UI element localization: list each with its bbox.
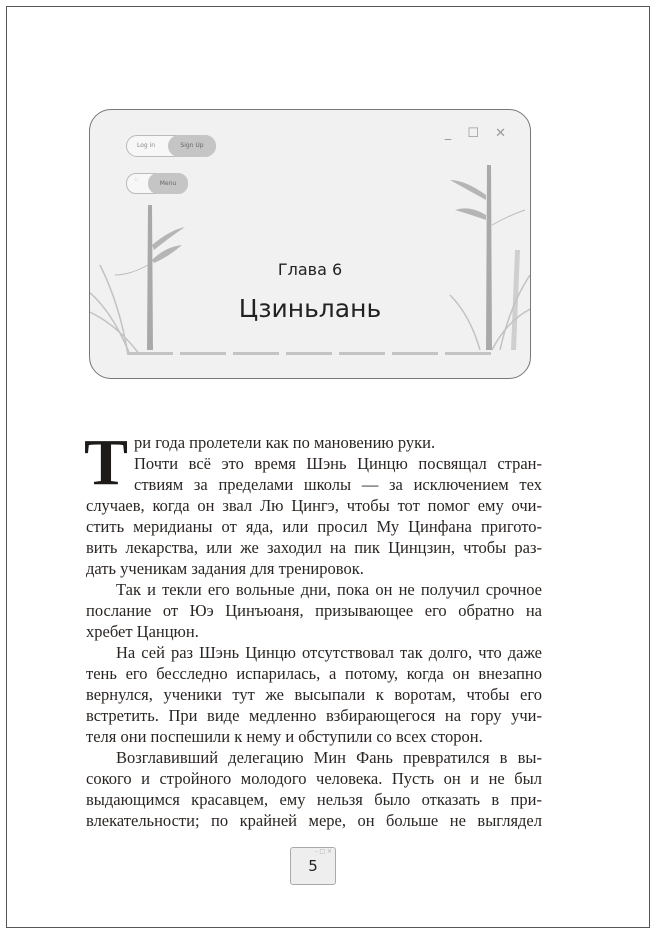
- text-line: влекательности; по крайней мере, он больше не выглядел: [86, 811, 542, 830]
- text-line: вернулся, ученики тут же высыпали к воротам, чтобы его: [86, 685, 542, 704]
- text-line: хребет Цанцюн.: [86, 622, 199, 641]
- window-controls[interactable]: _ ☐ ✕: [444, 126, 512, 141]
- page-number: 5: [308, 857, 318, 875]
- dots-icon: ⁘: [133, 176, 139, 184]
- text-line: стить меридианы от яда, или просил Му Цинфана пригото-: [86, 517, 542, 536]
- chapter-title: Цзиньлань: [238, 294, 382, 323]
- text-line: тень его бесследно испарилась, а потому, когда он внезапно: [86, 664, 542, 683]
- bamboo-left-icon: [89, 205, 200, 355]
- text-line: На сей раз Шэнь Цинцю отсутствовал так долго, что даже: [116, 643, 542, 662]
- text-line: случаев, когда он звал Лю Цингэ, чтобы тот помог ему очи-: [86, 496, 542, 515]
- text-line: вить лекарства, или же заходил на пик Цинцзин, чтобы раз-: [86, 538, 542, 557]
- login-signup-toggle[interactable]: [126, 135, 216, 157]
- text-line: дать ученикам задания для тренировок.: [86, 559, 364, 578]
- text-line: Так и текли его вольные дни, пока он не получил срочное: [116, 580, 542, 599]
- chapter-header-window: [89, 109, 531, 379]
- menu-label[interactable]: Menu: [148, 173, 188, 194]
- text-line: встретить. При виде медленно взбирающегося на гору учи-: [86, 706, 542, 725]
- text-line: ствиям за пределами школы — за исключением тех: [134, 475, 542, 494]
- chapter-number: Глава 6: [277, 260, 343, 279]
- body-text: [86, 432, 542, 831]
- page-number-box: [290, 847, 336, 885]
- text-line: Почти всё это время Шэнь Цинцю посвящал стран-: [134, 454, 542, 473]
- text-line: послание от Юэ Цинъюаня, призывающее его обратно на: [86, 601, 542, 620]
- text-line: ри года пролетели как по мановению руки.: [134, 433, 436, 452]
- progress-dashes: [127, 352, 491, 355]
- text-line: сокого и стройного молодого человека. Пусть он и не был: [86, 769, 542, 788]
- login-option[interactable]: Log in: [137, 142, 156, 149]
- text-line: Возглавивший делегацию Мин Фань превратился в вы-: [116, 748, 542, 767]
- text-line: теля они поспешили к нему и обступили со всех сторон.: [86, 727, 483, 746]
- signup-option[interactable]: Sign Up: [168, 135, 216, 157]
- text-line: выдающимся красавцем, ему нельзя было отказать в при-: [86, 790, 542, 809]
- mini-window-controls: - □ ×: [315, 848, 332, 855]
- drop-cap: Т: [84, 432, 129, 494]
- menu-toggle[interactable]: [126, 173, 188, 194]
